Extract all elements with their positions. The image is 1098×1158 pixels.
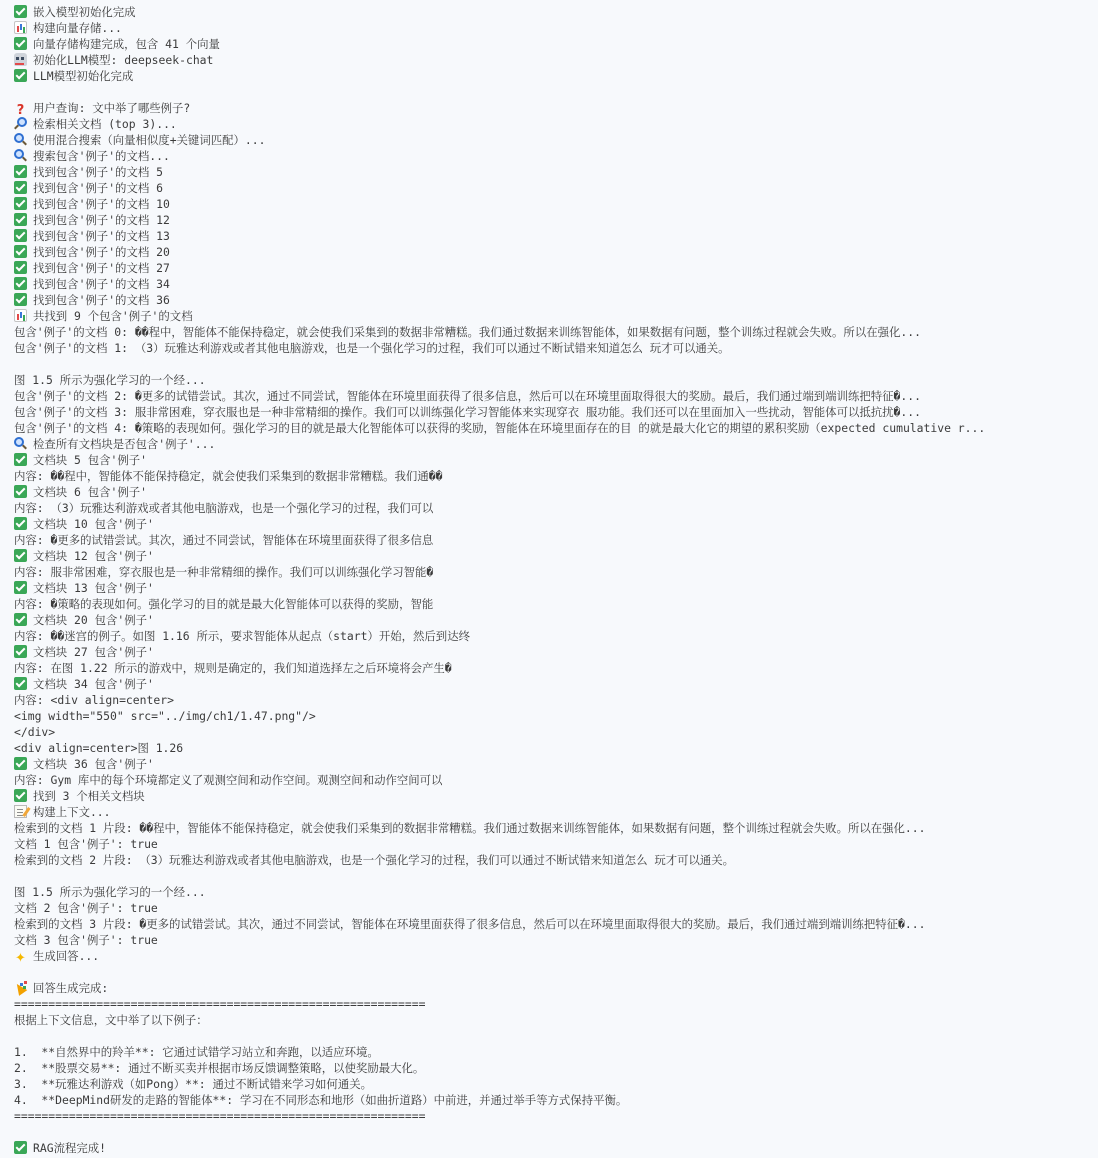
log-text: 文档块 27 包含'例子' bbox=[33, 645, 154, 659]
log-line bbox=[14, 1060, 1098, 1076]
log-line bbox=[14, 212, 1098, 228]
log-text: 检索相关文档 (top 3)... bbox=[33, 117, 177, 131]
log-text: 检查所有文档块是否包含'例子'... bbox=[33, 437, 216, 451]
log-text: 内容: （3）玩雅达利游戏或者其他电脑游戏，也是一个强化学习的过程，我们可以 bbox=[14, 501, 434, 515]
log-line bbox=[14, 132, 1098, 148]
log-line bbox=[14, 260, 1098, 276]
log-text: 内容: �策略的表现如何。强化学习的目的就是最大化智能体可以获得的奖励，智能 bbox=[14, 597, 434, 611]
log-line bbox=[14, 1012, 1098, 1028]
log-text: 生成回答... bbox=[33, 949, 100, 963]
log-line bbox=[14, 964, 1098, 980]
log-line bbox=[14, 452, 1098, 468]
log-line bbox=[14, 740, 1098, 756]
log-line bbox=[14, 1044, 1098, 1060]
sparkles-icon: ✦ bbox=[15, 951, 26, 964]
log-line bbox=[14, 692, 1098, 708]
check-icon bbox=[14, 229, 27, 242]
log-line bbox=[14, 788, 1098, 804]
log-line bbox=[14, 756, 1098, 772]
log-text: 检索到的文档 2 片段: （3）玩雅达利游戏或者其他电脑游戏，也是一个强化学习的过程，我们可以通过不断试错来知道怎么 玩才可以通关。 bbox=[14, 853, 735, 867]
log-text: 内容: 在图 1.22 所示的游戏中，规则是确定的，我们知道选择左之后环境将会产生� bbox=[14, 661, 452, 675]
log-line bbox=[14, 868, 1098, 884]
log-text: 包含'例子'的文档 0: ��程中，智能体不能保持稳定，就会使我们采集到的数据非常糟糕。我们通过数据来训练智能体，如果数据有问题，整个训练过程就会失败。所以在强化... bbox=[14, 325, 921, 339]
log-text: 使用混合搜索（向量相似度+关键词匹配）... bbox=[33, 133, 266, 147]
log-text: 用户查询: 文中举了哪些例子? bbox=[33, 101, 191, 115]
log-line bbox=[14, 292, 1098, 308]
log-line bbox=[14, 180, 1098, 196]
log-text: 回答生成完成: bbox=[33, 981, 109, 995]
log-line bbox=[14, 724, 1098, 740]
log-text: 图 1.5 所示为强化学习的一个经... bbox=[14, 373, 206, 387]
log-text: 文档块 10 包含'例子' bbox=[33, 517, 154, 531]
log-line bbox=[14, 420, 1098, 436]
log-text: 文档块 20 包含'例子' bbox=[33, 613, 154, 627]
check-icon bbox=[14, 197, 27, 210]
log-text: ============================================================ bbox=[14, 997, 426, 1011]
log-line bbox=[14, 1028, 1098, 1044]
log-text: 共找到 9 个包含'例子'的文档 bbox=[33, 309, 193, 323]
log-line bbox=[14, 388, 1098, 404]
log-line bbox=[14, 660, 1098, 676]
log-line bbox=[14, 20, 1098, 36]
log-text: 找到 3 个相关文档块 bbox=[33, 789, 145, 803]
log-text: 文档块 5 包含'例子' bbox=[33, 453, 148, 467]
log-line bbox=[14, 1076, 1098, 1092]
log-line bbox=[14, 324, 1098, 340]
log-text: 内容: <div align=center> bbox=[14, 693, 174, 707]
log-text: 文档 1 包含'例子': true bbox=[14, 837, 158, 851]
check-icon bbox=[14, 165, 27, 178]
log-line bbox=[14, 68, 1098, 84]
robot-icon bbox=[14, 53, 27, 66]
log-line bbox=[14, 884, 1098, 900]
check-icon bbox=[14, 613, 27, 626]
log-text: 内容: 服非常困难，穿衣服也是一种非常精细的操作。我们可以训练强化学习智能� bbox=[14, 565, 434, 579]
log-text: LLM模型初始化完成 bbox=[33, 69, 134, 83]
log-line bbox=[14, 612, 1098, 628]
log-line bbox=[14, 580, 1098, 596]
check-icon bbox=[14, 5, 27, 18]
log-line bbox=[14, 340, 1098, 356]
check-icon bbox=[14, 37, 27, 50]
check-icon bbox=[14, 517, 27, 530]
search-icon-left bbox=[14, 133, 27, 146]
log-text: 内容: ��迷宫的例子。如图 1.16 所示，要求智能体从起点（start）开始，然后到达终 bbox=[14, 629, 470, 643]
log-text: 找到包含'例子'的文档 5 bbox=[33, 165, 163, 179]
search-icon-right bbox=[14, 117, 27, 130]
log-text: 包含'例子'的文档 4: �策略的表现如何。强化学习的目的就是最大化智能体可以获得的奖励，智能体在环境里面存在的目 的就是最大化它的期望的累积奖励（expected cumulative r... bbox=[14, 421, 986, 435]
log-text: 文档 2 包含'例子': true bbox=[14, 901, 158, 915]
log-line bbox=[14, 1092, 1098, 1108]
log-text: ============================================================ bbox=[14, 1109, 426, 1123]
log-line bbox=[14, 900, 1098, 916]
log-line bbox=[14, 772, 1098, 788]
log-line bbox=[14, 164, 1098, 180]
chart-icon bbox=[14, 309, 27, 322]
log-line bbox=[14, 228, 1098, 244]
log-text: 文档块 12 包含'例子' bbox=[33, 549, 154, 563]
check-icon bbox=[14, 277, 27, 290]
log-text: 初始化LLM模型: deepseek-chat bbox=[33, 53, 214, 67]
check-icon bbox=[14, 485, 27, 498]
log-text: 文档块 13 包含'例子' bbox=[33, 581, 154, 595]
log-line bbox=[14, 564, 1098, 580]
log-text: 检索到的文档 3 片段: �更多的试错尝试。其次，通过不同尝试，智能体在环境里面获得了很多信息，然后可以在环境里面取得很大的奖励。最后，我们通过端到端训练把特征�... bbox=[14, 917, 926, 931]
log-line bbox=[14, 948, 1098, 964]
log-text: 向量存储构建完成，包含 41 个向量 bbox=[33, 37, 220, 51]
log-text: 检索到的文档 1 片段: ��程中，智能体不能保持稳定，就会使我们采集到的数据非常糟糕。我们通过数据来训练智能体，如果数据有问题，整个训练过程就会失败。所以在强化... bbox=[14, 821, 926, 835]
log-line bbox=[14, 916, 1098, 932]
log-line bbox=[14, 308, 1098, 324]
question-icon: ? bbox=[16, 103, 25, 116]
log-text: 文档块 34 包含'例子' bbox=[33, 677, 154, 691]
log-line bbox=[14, 996, 1098, 1012]
log-line bbox=[14, 100, 1098, 116]
log-line bbox=[14, 1108, 1098, 1124]
check-icon bbox=[14, 789, 27, 802]
check-icon bbox=[14, 245, 27, 258]
check-icon bbox=[14, 757, 27, 770]
log-line bbox=[14, 820, 1098, 836]
log-text: 找到包含'例子'的文档 20 bbox=[33, 245, 170, 259]
log-text: <div align=center>图 1.26 bbox=[14, 741, 184, 755]
log-text: 3. **玩雅达利游戏（如Pong）**: 通过不断试错来学习如何通关。 bbox=[14, 1077, 372, 1091]
check-icon bbox=[14, 213, 27, 226]
log-text: 找到包含'例子'的文档 27 bbox=[33, 261, 170, 275]
log-line bbox=[14, 372, 1098, 388]
check-icon bbox=[14, 69, 27, 82]
chart-icon bbox=[14, 21, 27, 34]
log-line bbox=[14, 404, 1098, 420]
check-icon bbox=[14, 181, 27, 194]
log-line bbox=[14, 548, 1098, 564]
check-icon bbox=[14, 677, 27, 690]
log-text: 内容: �更多的试错尝试。其次，通过不同尝试，智能体在环境里面获得了很多信息 bbox=[14, 533, 434, 547]
check-icon bbox=[14, 1141, 27, 1154]
log-line bbox=[14, 516, 1098, 532]
log-text: 找到包含'例子'的文档 34 bbox=[33, 277, 170, 291]
log-line bbox=[14, 676, 1098, 692]
log-line bbox=[14, 244, 1098, 260]
log-text: 图 1.5 所示为强化学习的一个经... bbox=[14, 885, 206, 899]
log-line bbox=[14, 932, 1098, 948]
log-text: 根据上下文信息，文中举了以下例子： bbox=[14, 1013, 208, 1027]
log-text: 找到包含'例子'的文档 6 bbox=[33, 181, 163, 195]
log-text: RAG流程完成! bbox=[33, 1141, 106, 1155]
log-text: 找到包含'例子'的文档 12 bbox=[33, 213, 170, 227]
log-text: 内容: Gym 库中的每个环境都定义了观测空间和动作空间。观测空间和动作空间可以 bbox=[14, 773, 443, 787]
log-line bbox=[14, 708, 1098, 724]
log-text: 1. **自然界中的羚羊**: 它通过试错学习站立和奔跑，以适应环境。 bbox=[14, 1045, 379, 1059]
log-text: 文档 3 包含'例子': true bbox=[14, 933, 158, 947]
log-text: 文档块 6 包含'例子' bbox=[33, 485, 148, 499]
log-line bbox=[14, 468, 1098, 484]
log-line bbox=[14, 1124, 1098, 1140]
log-line bbox=[14, 84, 1098, 100]
log-text: 包含'例子'的文档 1: （3）玩雅达利游戏或者其他电脑游戏，也是一个强化学习的过程，我们可以通过不断试错来知道怎么 玩才可以通关。 bbox=[14, 341, 730, 355]
log-text: 找到包含'例子'的文档 10 bbox=[33, 197, 170, 211]
log-line bbox=[14, 4, 1098, 20]
check-icon bbox=[14, 453, 27, 466]
log-text: 构建上下文... bbox=[33, 805, 111, 819]
log-line bbox=[14, 36, 1098, 52]
log-line bbox=[14, 1140, 1098, 1156]
log-line bbox=[14, 116, 1098, 132]
log-line bbox=[14, 484, 1098, 500]
log-text: 包含'例子'的文档 3: 服非常困难，穿衣服也是一种非常精细的操作。我们可以训练强化学习智能体来实现穿衣 服功能。我们还可以在里面加入一些扰动，智能体可以抵抗扰�... bbox=[14, 405, 921, 419]
search-icon-left bbox=[14, 437, 27, 450]
log-text: 包含'例子'的文档 2: �更多的试错尝试。其次，通过不同尝试，智能体在环境里面获得了很多信息，然后可以在环境里面取得很大的奖励。最后，我们通过端到端训练把特征�... bbox=[14, 389, 921, 403]
log-line bbox=[14, 500, 1098, 516]
log-text: </div> bbox=[14, 725, 56, 739]
check-icon bbox=[14, 261, 27, 274]
log-text: 4. **DeepMind研发的走路的智能体**: 学习在不同形态和地形（如曲折道路）中前进，并通过举手等方式保持平衡。 bbox=[14, 1093, 628, 1107]
log-text: 内容: ��程中，智能体不能保持稳定，就会使我们采集到的数据非常糟糕。我们通�� bbox=[14, 469, 443, 483]
party-icon bbox=[14, 981, 27, 994]
log-text: 文档块 36 包含'例子' bbox=[33, 757, 154, 771]
check-icon bbox=[14, 581, 27, 594]
log-line bbox=[14, 980, 1098, 996]
log-text: 2. **股票交易**: 通过不断买卖并根据市场反馈调整策略，以使奖励最大化。 bbox=[14, 1061, 425, 1075]
log-text: <img width="550" src="../img/ch1/1.47.png"/> bbox=[14, 709, 316, 723]
log-line bbox=[14, 532, 1098, 548]
log-text: 搜索包含'例子'的文档... bbox=[33, 149, 170, 163]
memo-icon bbox=[14, 805, 27, 818]
log-line bbox=[14, 836, 1098, 852]
log-text: 找到包含'例子'的文档 13 bbox=[33, 229, 170, 243]
log-line bbox=[14, 804, 1098, 820]
log-line bbox=[14, 196, 1098, 212]
log-text: 找到包含'例子'的文档 36 bbox=[33, 293, 170, 307]
log-line bbox=[14, 628, 1098, 644]
log-line bbox=[14, 644, 1098, 660]
log-line bbox=[14, 596, 1098, 612]
log-line bbox=[14, 52, 1098, 68]
check-icon bbox=[14, 293, 27, 306]
log-line bbox=[14, 436, 1098, 452]
log-text: 构建向量存储... bbox=[33, 21, 122, 35]
check-icon bbox=[14, 549, 27, 562]
log-line bbox=[14, 276, 1098, 292]
search-icon-left bbox=[14, 149, 27, 162]
log-line bbox=[14, 148, 1098, 164]
check-icon bbox=[14, 645, 27, 658]
log-line bbox=[14, 852, 1098, 868]
log-line bbox=[14, 356, 1098, 372]
log-text: 嵌入模型初始化完成 bbox=[33, 5, 136, 19]
